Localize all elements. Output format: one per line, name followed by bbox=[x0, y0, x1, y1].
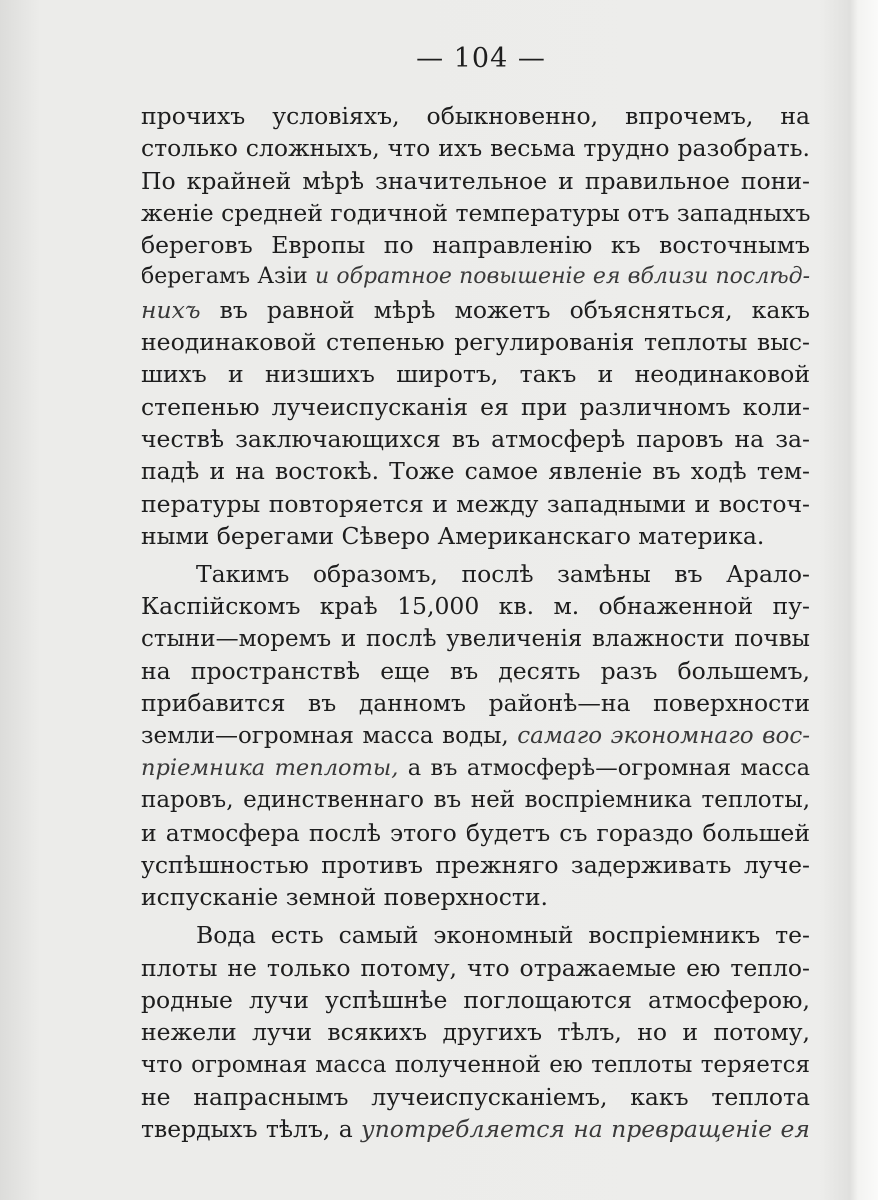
page-number: — 104 — bbox=[416, 43, 546, 74]
text-line bbox=[141, 391, 810, 423]
text-run: прибавится въ данномъ районѣ—на поверхности bbox=[141, 689, 810, 718]
text-line bbox=[141, 261, 810, 293]
text-line bbox=[141, 455, 810, 487]
text-run: что огромная масса полученной ею теплоты теряется bbox=[141, 1051, 810, 1078]
text-run: а въ атмосферѣ—огромная масса bbox=[398, 754, 810, 781]
text-run: плоты не только потому, что отражаемые ею тепло- bbox=[141, 953, 810, 982]
italic-text: употребляется на превращеніе ея bbox=[361, 1115, 810, 1144]
text-line bbox=[141, 1016, 810, 1048]
text-run: паровъ, единственнаго въ ней воспріемника теплоты, bbox=[141, 787, 810, 814]
text-line bbox=[141, 623, 810, 655]
text-line bbox=[141, 423, 810, 455]
text-line bbox=[141, 100, 810, 132]
text-run: родные лучи успѣшнѣе поглощаются атмосферою, bbox=[141, 986, 810, 1015]
text-line bbox=[141, 1081, 810, 1113]
text-line bbox=[141, 849, 810, 881]
text-line bbox=[141, 165, 810, 197]
text-line bbox=[141, 784, 810, 816]
text-run: женіе средней годичной температуры отъ западныхъ bbox=[141, 198, 810, 227]
text-line bbox=[141, 132, 810, 164]
italic-text: и обратное повышеніе ея вблизи послѣд- bbox=[314, 264, 810, 290]
text-run: чествѣ заключающихся въ атмосферѣ паровъ на за- bbox=[141, 424, 810, 453]
text-run: нежели лучи всякихъ другихъ тѣлъ, но и потому, bbox=[141, 1018, 810, 1047]
text-line bbox=[141, 488, 810, 520]
text-run: По крайней мѣрѣ значительное и правильное пони- bbox=[141, 166, 810, 195]
text-run: прочихъ условіяхъ, обыкновенно, впрочемъ, на bbox=[141, 102, 810, 130]
text-run: въ равной мѣрѣ можетъ объясняться, какъ bbox=[200, 295, 810, 324]
text-line bbox=[141, 952, 810, 984]
text-line bbox=[141, 1049, 810, 1081]
text-run: Каспійскомъ краѣ 15,000 кв. м. обнаженной пу- bbox=[141, 592, 810, 621]
text-run: Вода есть самый экономный воспріемникъ те- bbox=[196, 921, 810, 950]
paragraph bbox=[141, 919, 810, 1145]
text-run: пературы повторяется и между западными и восточ- bbox=[141, 489, 810, 518]
text-run: падѣ и на востокѣ. Тоже самое явленіе въ ходѣ тем- bbox=[141, 457, 810, 486]
text-run: твердыхъ тѣлъ, а bbox=[141, 1115, 362, 1144]
text-run: ными берегами Сѣверо Американскаго материка. bbox=[141, 521, 765, 550]
text-run: стыни—моремъ и послѣ увеличенія влажности почвы bbox=[141, 625, 810, 652]
text-line bbox=[141, 752, 810, 784]
italic-text: пріемника теплоты, bbox=[141, 754, 399, 781]
text-run: не напраснымъ лучеиспусканіемъ, какъ теплота bbox=[141, 1082, 810, 1111]
text-run: береговъ Европы по направленію къ восточнымъ bbox=[141, 231, 810, 260]
text-run: и атмосфера послѣ этого будетъ съ гораздо большей bbox=[141, 818, 810, 847]
text-line bbox=[141, 1113, 810, 1145]
text-line bbox=[141, 590, 810, 622]
text-run: на пространствѣ еще въ десять разъ большемъ, bbox=[141, 657, 810, 686]
text-run: Такимъ образомъ, послѣ замѣны въ Арало- bbox=[196, 560, 810, 589]
italic-text: нихъ bbox=[141, 295, 201, 324]
text-line bbox=[141, 881, 810, 913]
text-line bbox=[141, 326, 810, 358]
italic-text: самаго экономнаго вос- bbox=[517, 722, 810, 749]
text-line bbox=[141, 817, 810, 849]
text-line bbox=[141, 655, 810, 687]
text-line bbox=[141, 687, 810, 719]
text-run: испусканіе земной поверхности. bbox=[141, 883, 549, 912]
body-text bbox=[141, 100, 810, 1146]
text-line bbox=[141, 720, 810, 752]
text-run: успѣшностью противъ прежняго задерживать луче- bbox=[141, 850, 810, 879]
text-run: степенью лучеиспусканія ея при различномъ коли- bbox=[141, 392, 810, 421]
text-line bbox=[141, 358, 810, 390]
text-run: шихъ и низшихъ широтъ, такъ и неодинаковой bbox=[141, 360, 810, 389]
text-line bbox=[141, 229, 810, 261]
text-line bbox=[141, 919, 810, 951]
paragraph bbox=[141, 558, 810, 913]
text-line bbox=[141, 294, 810, 326]
text-run: берегамъ Азіи bbox=[141, 264, 315, 290]
text-run: неодинаковой степенью регулированія теплоты выс- bbox=[141, 328, 810, 357]
text-line bbox=[141, 520, 810, 552]
text-run: столько сложныхъ, что ихъ весьма трудно разобрать. bbox=[141, 134, 810, 163]
paragraph bbox=[141, 100, 810, 552]
text-line bbox=[141, 984, 810, 1016]
text-line bbox=[141, 197, 810, 229]
text-line bbox=[141, 558, 810, 590]
text-run: земли—огромная масса воды, bbox=[141, 722, 518, 749]
